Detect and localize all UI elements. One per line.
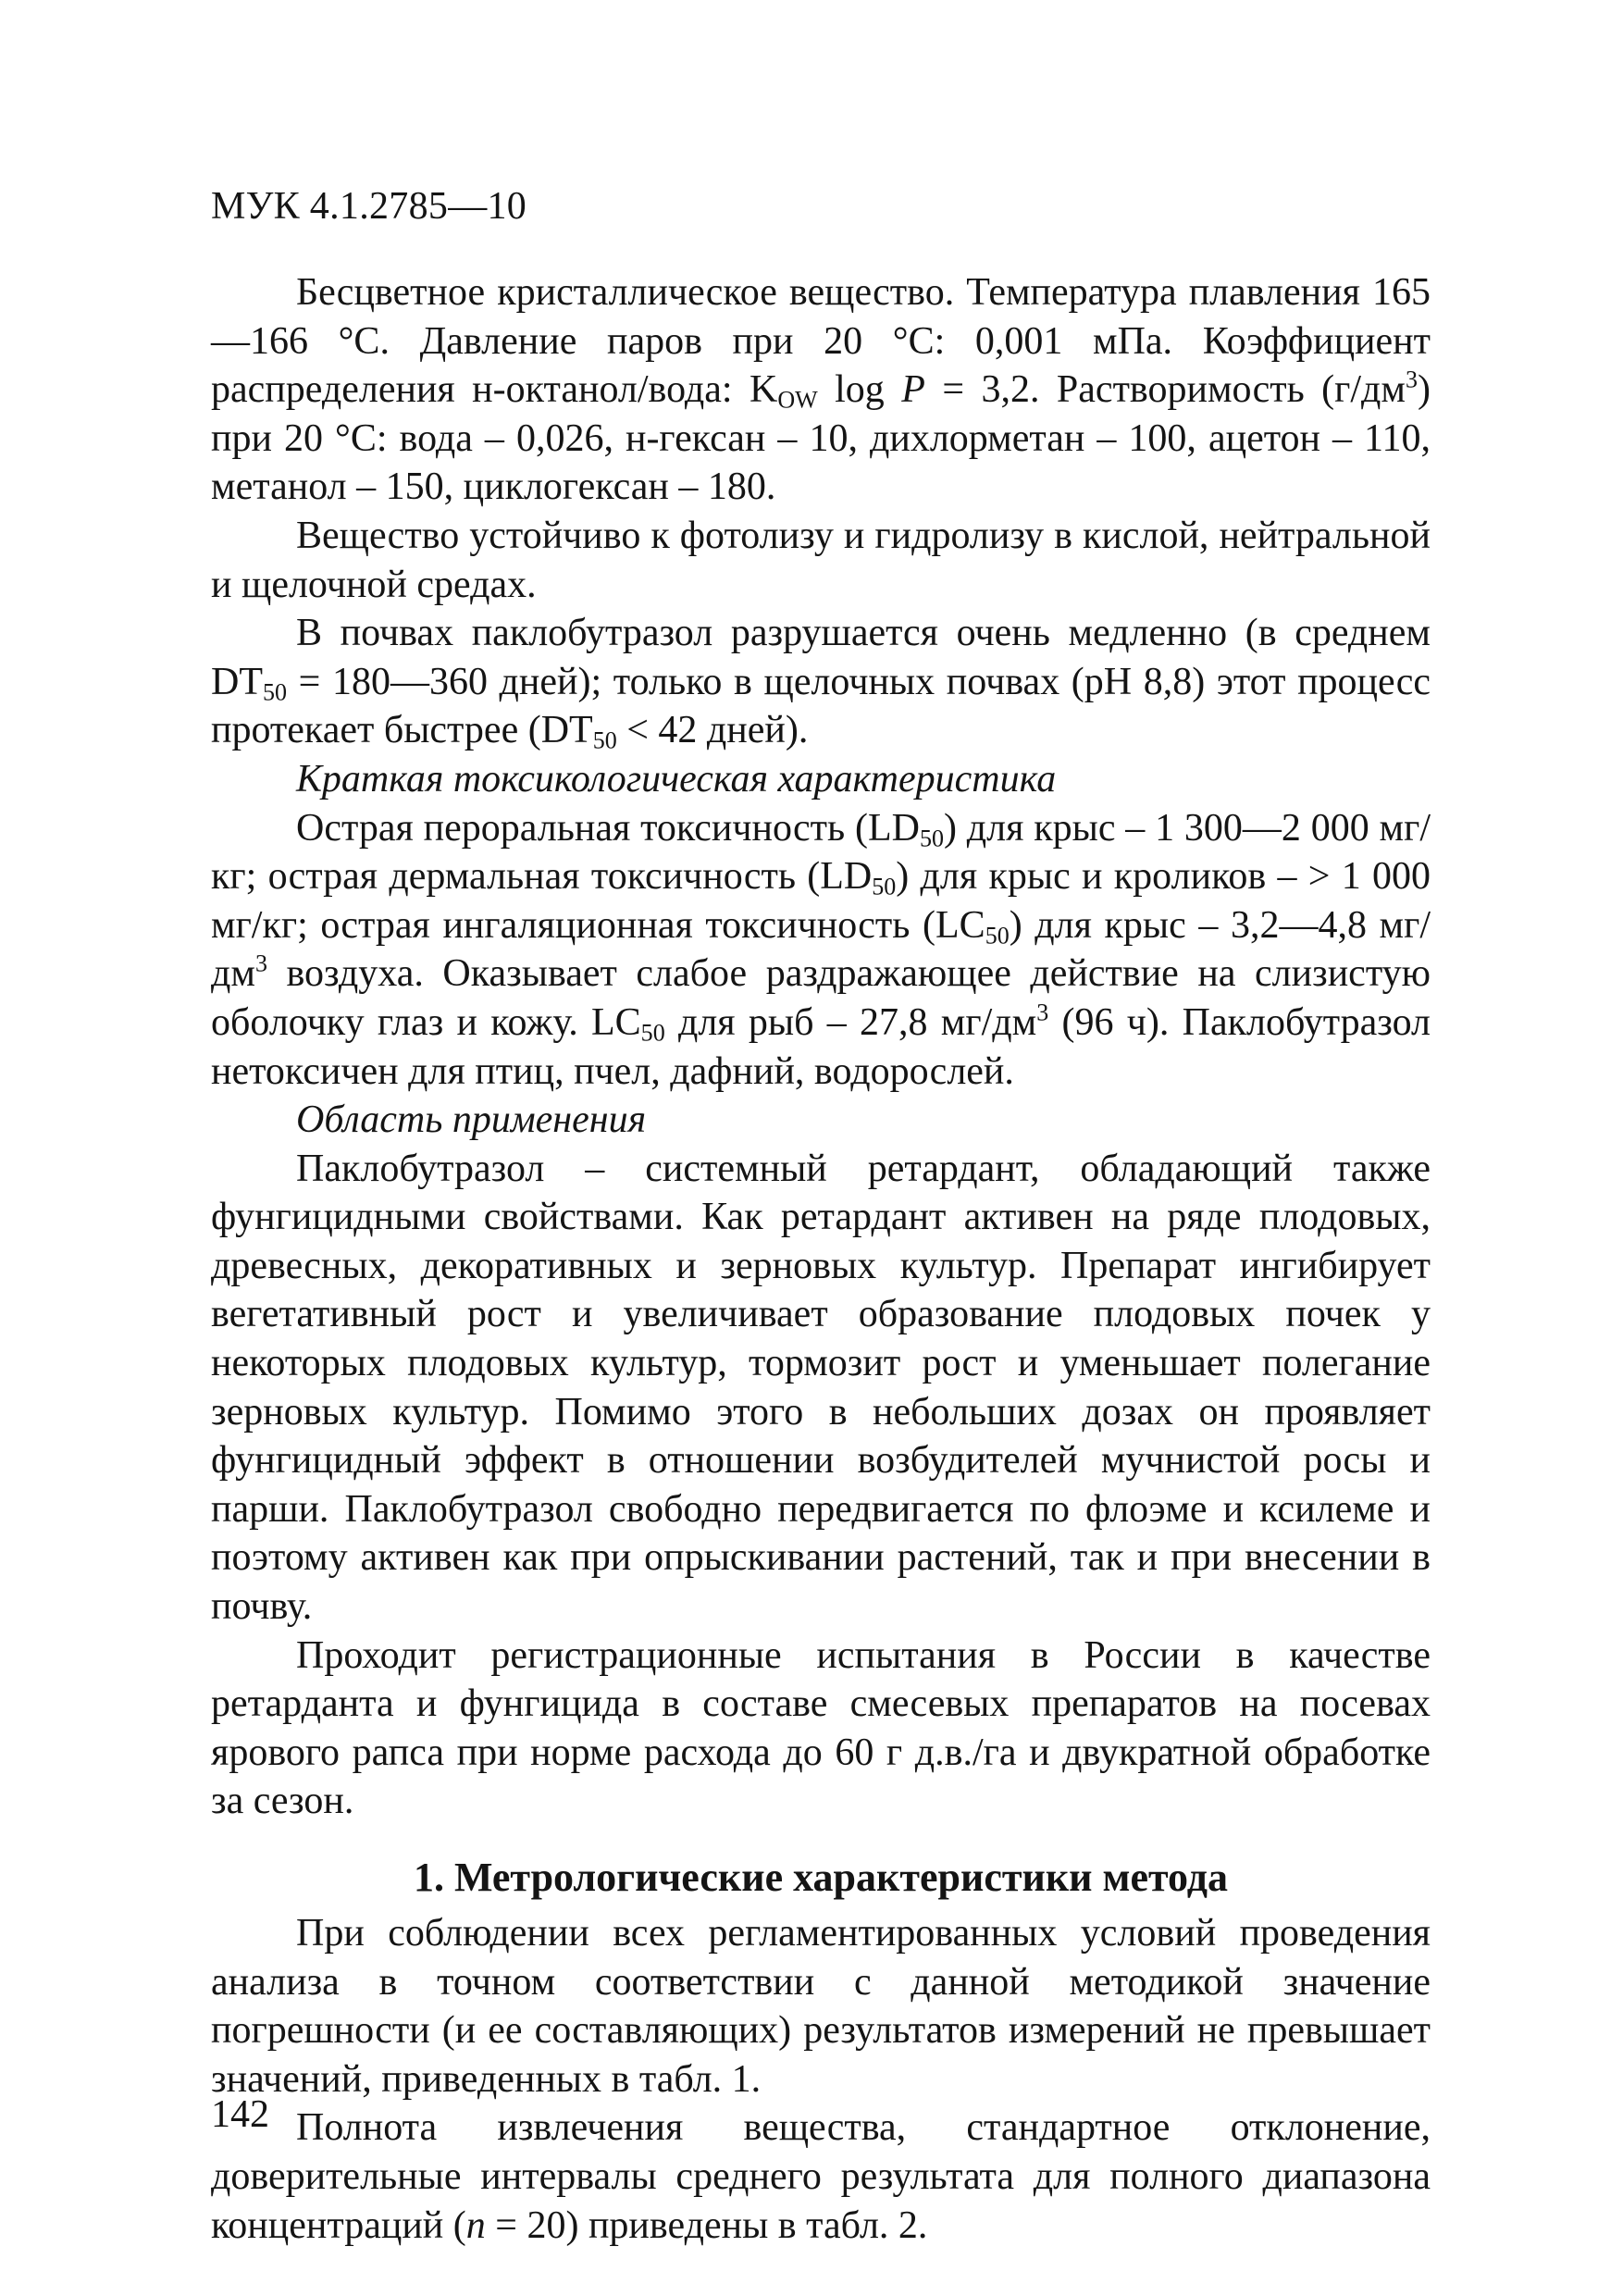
paragraph-soil-degradation: В почвах паклобутразол разрушается очень медленно (в среднем $DT_{50}$ = 180—360 дней); только в щелочных почвах (рН 8,8) этот процесс протекает быстрее ($DT_{50} < 42$ дней). [211,612,1431,754]
document-code-header: МУК 4.1.2785—10 [211,185,527,228]
page-number: 142 [211,2093,269,2136]
paragraph-physical-properties: Бесцветное кристаллическое вещество. Температура плавления 165—166 °С. Давление паров при 20 °С: 0,001 мПа. Коэффициент распределения н-октанол/вода: $K_{OW}$ log P = 3,2. Растворимость $(г/дм^3)$ при 20 °С: вода – 0,026, н-гексан – 10, дихлорметан – 100, ацетон – 110, метанол – 150, циклогексан – 180. [211,271,1431,509]
paragraph-stability: Вещество устойчиво к фотолизу и гидролизу в кислой, нейтральной и щелочной средах. [211,514,1431,606]
paragraph-toxicity: Острая пероральная токсичность $(LD_{50})$ для крыс – 1 300—2 000 мг/кг; острая дермальная токсичность $(LD_{50})$ для крыс и кроликов – > 1 000 мг/кг; острая ингаляционная токсичность $(LC_{50})$ для крыс – 3,2—4,8 $мг/дм^3$ воздуха. Оказывает слабое раздражающее действие на слизистую оболочку глаз и кожу. $LC_{50}$ для рыб – 27,8 $мг/дм^3$ (96 ч). Паклобутразол нетоксичен для птиц, пчел, дафний, водорослей. [211,806,1431,1093]
paragraph-registration: Проходит регистрационные испытания в России в качестве ретарданта и фунгицида в составе смесевых препаратов на посевах ярового рапса при норме расхода до 60 г д.в./га и двукратной обработке за сезон. [211,1633,1431,1823]
section-heading-metrology: 1. Метрологические характеристики метода [413,1855,1229,1900]
document-body [211,268,1431,2250]
subheading-application: Область применения [296,1098,647,1142]
paragraph-recovery: Полнота извлечения вещества, стандартное отклонение, доверительные интервалы среднего результата для полного диапазона концентраций (n = 20) приведены в табл. 2. [211,2106,1431,2247]
paragraph-application: Паклобутразол – системный ретардант, обладающий также фунгицидными свойствами. Как ретардант активен на ряде плодовых, древесных, декоративных и зерновых культур. Препарат ингибирует вегетативный рост и увеличивает образование плодовых почек у некоторых плодовых культур, тормозит рост и уменьшает полегание зерновых культур. Помимо этого в небольших дозах он проявляет фунгицидный эффект в отношении возбудителей мучнистой росы и парши. Паклобутразол свободно передвигается по флоэме и ксилеме и поэтому активен как при опрыскивании растений, так и при внесении в почву. [211,1147,1431,1629]
subheading-toxicology: Краткая токсикологическая характеристика [296,757,1057,800]
paragraph-measurement-error: При соблюдении всех регламентированных условий проведения анализа в точном соответствии с данной методикой значение погрешности (и ее составляющих) результатов измерений не превышает значений, приведенных в табл. 1. [211,1912,1431,2101]
